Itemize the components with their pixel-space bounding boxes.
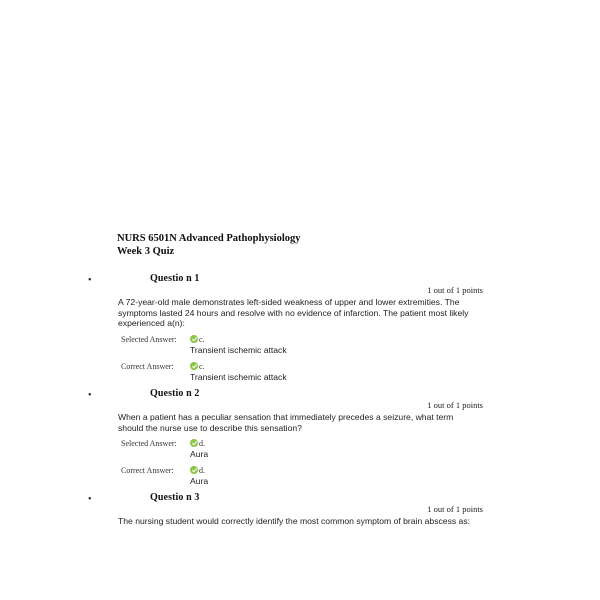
quiz-title: Week 3 Quiz (117, 246, 175, 257)
question-text: A 72-year-old male demonstrates left-sided weakness of upper and lower extremities. The symptoms lasted 24 hours and resolve with no evidence of infarction. The patient most likely experienced a(n): (118, 297, 469, 328)
answer-text: Transient ischemic attack (190, 345, 287, 355)
question-title: Questio n 1 (150, 273, 200, 284)
question-title: Questio n 3 (150, 492, 200, 503)
bullet-marker: • (88, 275, 92, 286)
question-points: 1 out of 1 points (427, 504, 483, 514)
correct-answer-value (190, 362, 287, 382)
document-title (117, 232, 301, 258)
correct-answer-value (190, 466, 208, 486)
course-title: NURS 6501N Advanced Pathophysiology (117, 233, 301, 244)
question-points: 1 out of 1 points (427, 400, 483, 410)
selected-answer-value (190, 439, 208, 459)
answer-letter: c. (199, 362, 205, 371)
question-title: Questio n 2 (150, 388, 200, 399)
answer-letter: d. (199, 439, 205, 448)
answer-text: Transient ischemic attack (190, 372, 287, 382)
answer-letter: c. (199, 335, 205, 344)
selected-answer-value (190, 335, 287, 355)
check-circle-icon (190, 362, 198, 370)
bullet-marker: • (88, 494, 92, 505)
check-circle-icon (190, 335, 198, 343)
answer-text: Aura (190, 476, 209, 486)
question-text: The nursing student would correctly identify the most common symptom of brain abscess as: (118, 516, 471, 526)
selected-answer-label: Selected Answer: (121, 439, 177, 448)
correct-answer-label: Correct Answer: (121, 362, 174, 371)
answer-text: Aura (190, 449, 209, 459)
question-points: 1 out of 1 points (427, 285, 483, 295)
check-circle-icon (190, 439, 198, 447)
check-circle-icon (190, 466, 198, 474)
correct-answer-label: Correct Answer: (121, 466, 174, 475)
bullet-marker: • (88, 390, 92, 401)
question-text: When a patient has a peculiar sensation that immediately precedes a seizure, what term should the nurse use to describe this sensation? (118, 412, 454, 433)
selected-answer-label: Selected Answer: (121, 335, 177, 344)
answer-letter: d. (199, 466, 205, 475)
